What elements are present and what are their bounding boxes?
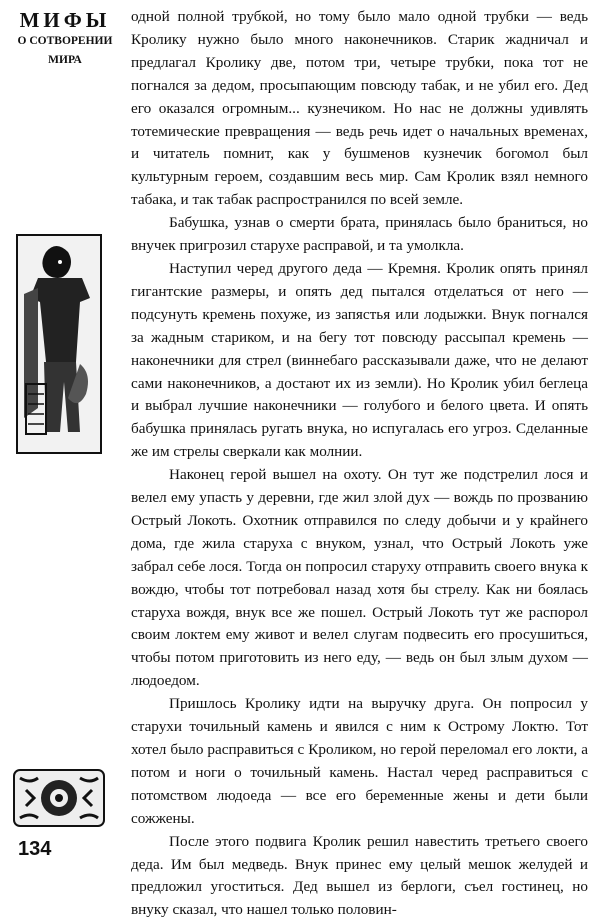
paragraph-6: После этого подвига Кролик решил навестить третьего своего деда. Им был медведь. Внук принес ему целый мешок желудей и предложил угоститься. Дед вышел из берлоги, съел гостинец, но внуку сказал, что нашел только половин- bbox=[131, 832, 588, 919]
figure-illustration bbox=[16, 234, 102, 454]
series-title: МИФЫ bbox=[19, 8, 111, 32]
main-text bbox=[131, 6, 588, 922]
page-number: 134 bbox=[18, 838, 52, 860]
series-subtitle-line1: О СОТВОРЕНИИ bbox=[17, 35, 113, 47]
sidebar bbox=[10, 8, 120, 70]
paragraph-4: Наконец герой вышел на охоту. Он тут же подстрелил лося и велел ему упасть у деревни, где жил злой дух — вождь по прозванию Острый Локоть. Охотник отправился по следу добычи и у крайнего дома, где жила старуха с внуком, узнал, что Острый Локоть уже забрал себе лося. Тогда он попросил старуху отправить своего внука к вождю, чтобы тот потребовал назад хотя бы стрелу. Как ни боялась старуха вождя, внук все же пошел. Острый Локоть тут же распорол своим локтем ему живот и велел слугам подвесить его просушиться, чтобы потом приготовить из него еду, — ведь он был злым духом — людоедом. bbox=[131, 466, 588, 690]
paragraph-3: Наступил черед другого деда — Кремня. Кролик опять принял гигантские размеры, и опять дед пытался отделаться от него — подсунуть кремень похуже, из запястья или лодыжки. Внук погнался за жадным стариком, и на бегу тот повсюду рассыпал кремень — наконечники для стрел (виннебаго рассказывали даже, что не делают сами наконечников, а достают их из земли). Но Кролик убил беглеца и выбрал лучшие наконечники — голубого и белого цвета. И опять бабушка принялась ругать внука, но испугалась его угроз. Сделанные же им стрелы сверкали как молнии. bbox=[131, 259, 588, 461]
ornament-illustration bbox=[12, 766, 106, 830]
paragraph-5: Пришлось Кролику идти на выручку друга. Он попросил у старухи точильный камень и явился с ним к Острому Локтю. Тот хотел было расправиться с Кроликом, но герой переломал его локти, а потом и ноги о точильный камень. Настал черед расправиться с потомством людоеда — все его беременные жены и дети были сожжены. bbox=[131, 695, 588, 827]
series-subtitle-line2: МИРА bbox=[48, 54, 82, 66]
paragraph-1: одной полной трубкой, но тому было мало одной трубки — ведь Кролику нужно было много наконечников. Старик жадничал и предлагал Кролику две, потом три, четыре трубки, пока тот не погнался за дедом, просыпающим повсюду табак, и не убил его. Дед его оказался огромным... кузнечиком. Но нас не должны удивлять тотемические превращения — ведь речь идет о начальных временах, и читатель помнит, как у бушменов кузнечик богомол был культурным героем, создавшим весь мир. Сам Кролик взял немного табака, и так табак распространился по всей земле. bbox=[131, 8, 588, 209]
paragraph-2: Бабушка, узнав о смерти брата, принялась было браниться, но внучек пригрозил старухе расправой, и та умолкла. bbox=[131, 214, 588, 255]
